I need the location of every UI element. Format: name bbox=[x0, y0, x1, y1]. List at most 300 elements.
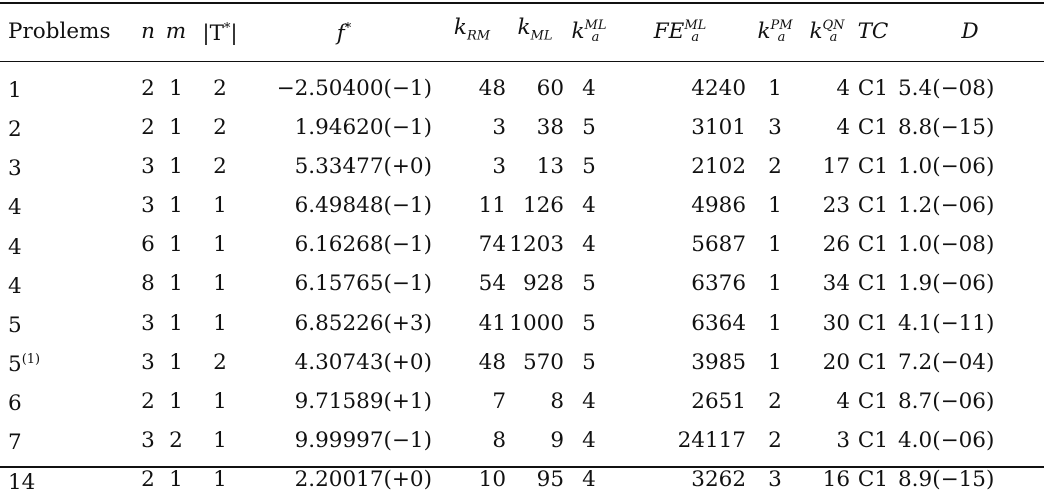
cell-k-a-ml bbox=[564, 461, 614, 500]
table-row bbox=[0, 343, 1044, 382]
cell-k-a-qn bbox=[804, 226, 850, 265]
cell-f-star-text: 9.99997(−1) bbox=[294, 427, 432, 453]
cell-k-a-ml-text: 4 bbox=[582, 388, 596, 414]
cell-problem bbox=[0, 343, 134, 382]
cell-k-ml bbox=[506, 60, 564, 108]
cell-m bbox=[162, 343, 190, 382]
cell-m bbox=[162, 265, 190, 304]
cell-k-rm bbox=[438, 382, 506, 421]
header-problems: Problems bbox=[8, 19, 111, 44]
cell-f-star bbox=[250, 108, 438, 147]
header-k-ml: $k_{ML}$ bbox=[517, 14, 553, 44]
cell-k-a-qn-text: 30 bbox=[822, 310, 850, 336]
cell-fe-a-ml bbox=[614, 382, 746, 421]
cell-fe-a-ml-text: 3985 bbox=[691, 349, 746, 375]
cell-tc-text: C1 bbox=[857, 75, 889, 101]
cell-n bbox=[134, 147, 162, 186]
header-k-a-qn: k QN a bbox=[809, 18, 845, 45]
cell-tc bbox=[850, 421, 896, 460]
cell-fe-a-ml-text: 4986 bbox=[691, 193, 746, 219]
header-f-star: f* bbox=[336, 21, 352, 47]
cell-f-star-text: 2.20017(+0) bbox=[294, 467, 432, 493]
cell-k-rm-text: 48 bbox=[478, 349, 506, 375]
cell-k-a-qn-text: 26 bbox=[822, 232, 850, 258]
cell-f-star-text: 5.33477(+0) bbox=[294, 153, 432, 179]
table-row bbox=[0, 382, 1044, 421]
cell-m bbox=[162, 60, 190, 108]
cell-d bbox=[896, 186, 1044, 225]
cell-fe-a-ml bbox=[614, 265, 746, 304]
cell-n-text: 8 bbox=[141, 271, 155, 297]
cell-k-rm bbox=[438, 60, 506, 108]
cell-k-a-ml-text: 5 bbox=[582, 271, 596, 297]
table-row bbox=[0, 60, 1044, 108]
cell-k-a-pm bbox=[746, 108, 804, 147]
cell-problem-text: 1 bbox=[8, 78, 22, 104]
cell-k-a-ml-text: 5 bbox=[582, 349, 596, 375]
cell-fe-a-ml-text: 2651 bbox=[691, 388, 746, 414]
cell-n-text: 2 bbox=[141, 467, 155, 493]
cell-tc-text: C1 bbox=[857, 427, 889, 453]
cell-k-a-ml-text: 4 bbox=[582, 467, 596, 493]
cell-problem-text: 4 bbox=[8, 273, 22, 299]
cell-problem-text: 7 bbox=[8, 430, 22, 456]
cell-tc bbox=[850, 186, 896, 225]
cell-f-star bbox=[250, 147, 438, 186]
cell-k-a-qn bbox=[804, 265, 850, 304]
cell-k-a-ml bbox=[564, 304, 614, 343]
cell-t-star-text: 1 bbox=[213, 232, 227, 258]
cell-problem bbox=[0, 304, 134, 343]
cell-tc bbox=[850, 304, 896, 343]
header-k-rm: $k_{RM}$ bbox=[453, 14, 491, 44]
cell-n bbox=[134, 304, 162, 343]
cell-k-ml bbox=[506, 108, 564, 147]
cell-k-ml-text: 1000 bbox=[509, 310, 564, 336]
cell-m bbox=[162, 382, 190, 421]
cell-tc bbox=[850, 226, 896, 265]
cell-k-a-ml-text: 5 bbox=[582, 310, 596, 336]
table-row bbox=[0, 461, 1044, 500]
cell-m bbox=[162, 304, 190, 343]
cell-k-ml bbox=[506, 382, 564, 421]
cell-t-star bbox=[190, 60, 250, 108]
cell-fe-a-ml-text: 4240 bbox=[691, 75, 746, 101]
cell-k-a-ml bbox=[564, 343, 614, 382]
cell-k-a-qn-text: 23 bbox=[822, 193, 850, 219]
cell-problem bbox=[0, 147, 134, 186]
cell-tc bbox=[850, 382, 896, 421]
cell-k-a-ml bbox=[564, 382, 614, 421]
cell-problem-text: 2 bbox=[8, 117, 22, 143]
table-row bbox=[0, 108, 1044, 147]
cell-m-text: 1 bbox=[169, 193, 183, 219]
cell-m-text: 1 bbox=[169, 388, 183, 414]
cell-d-text: 1.0(−08) bbox=[898, 232, 995, 258]
cell-f-star-text: 6.49848(−1) bbox=[294, 193, 432, 219]
cell-problem-text: 5 bbox=[8, 313, 22, 339]
header-m: m bbox=[165, 19, 187, 44]
cell-n bbox=[134, 265, 162, 304]
problem-footnote-mark: (1) bbox=[21, 352, 41, 368]
cell-fe-a-ml bbox=[614, 60, 746, 108]
cell-k-a-ml bbox=[564, 186, 614, 225]
cell-k-rm-text: 10 bbox=[478, 467, 506, 493]
cell-k-a-qn-text: 16 bbox=[822, 467, 850, 493]
cell-d bbox=[896, 382, 1044, 421]
cell-f-star-text: −2.50400(−1) bbox=[276, 75, 432, 101]
cell-tc-text: C1 bbox=[857, 271, 889, 297]
cell-m-text: 2 bbox=[169, 427, 183, 453]
cell-k-ml-text: 126 bbox=[522, 193, 564, 219]
cell-k-rm bbox=[438, 186, 506, 225]
cell-t-star-text: 1 bbox=[213, 388, 227, 414]
cell-d-text: 8.7(−06) bbox=[898, 388, 995, 414]
cell-k-ml bbox=[506, 304, 564, 343]
cell-k-a-pm-text: 2 bbox=[768, 153, 782, 179]
cell-k-a-qn-text: 34 bbox=[822, 271, 850, 297]
cell-k-a-pm bbox=[746, 147, 804, 186]
cell-fe-a-ml bbox=[614, 461, 746, 500]
cell-k-a-ml-text: 5 bbox=[582, 114, 596, 140]
cell-k-a-ml bbox=[564, 421, 614, 460]
cell-k-a-qn-text: 3 bbox=[836, 427, 850, 453]
cell-k-ml-text: 570 bbox=[522, 349, 564, 375]
cell-k-rm bbox=[438, 147, 506, 186]
cell-f-star bbox=[250, 186, 438, 225]
cell-t-star-text: 1 bbox=[213, 193, 227, 219]
cell-k-rm bbox=[438, 226, 506, 265]
cell-d-text: 4.1(−11) bbox=[898, 310, 995, 336]
cell-d bbox=[896, 147, 1044, 186]
cell-n bbox=[134, 186, 162, 225]
cell-f-star bbox=[250, 226, 438, 265]
cell-k-ml-text: 95 bbox=[536, 467, 564, 493]
cell-k-a-qn bbox=[804, 382, 850, 421]
cell-n-text: 2 bbox=[141, 388, 155, 414]
cell-k-a-qn bbox=[804, 343, 850, 382]
cell-problem-text: 4 bbox=[8, 195, 22, 221]
cell-t-star-text: 1 bbox=[213, 271, 227, 297]
cell-k-ml bbox=[506, 186, 564, 225]
cell-n-text: 3 bbox=[141, 193, 155, 219]
cell-k-a-qn-text: 4 bbox=[836, 114, 850, 140]
cell-tc bbox=[850, 60, 896, 108]
cell-problem bbox=[0, 108, 134, 147]
cell-tc bbox=[850, 147, 896, 186]
cell-f-star bbox=[250, 343, 438, 382]
cell-d bbox=[896, 421, 1044, 460]
cell-d-text: 5.4(−08) bbox=[898, 75, 995, 101]
cell-f-star-text: 6.16268(−1) bbox=[294, 232, 432, 258]
cell-k-a-qn bbox=[804, 186, 850, 225]
cell-t-star bbox=[190, 147, 250, 186]
cell-fe-a-ml bbox=[614, 421, 746, 460]
cell-k-ml-text: 13 bbox=[536, 153, 564, 179]
cell-m-text: 1 bbox=[169, 349, 183, 375]
cell-k-ml bbox=[506, 226, 564, 265]
cell-f-star bbox=[250, 304, 438, 343]
table-row bbox=[0, 265, 1044, 304]
cell-d bbox=[896, 108, 1044, 147]
cell-n bbox=[134, 226, 162, 265]
cell-n bbox=[134, 108, 162, 147]
cell-d-text: 1.0(−06) bbox=[898, 153, 995, 179]
cell-n-text: 3 bbox=[141, 153, 155, 179]
cell-k-ml bbox=[506, 265, 564, 304]
cell-k-a-pm-text: 1 bbox=[768, 232, 782, 258]
cell-k-rm-text: 48 bbox=[478, 75, 506, 101]
cell-problem bbox=[0, 226, 134, 265]
cell-t-star-text: 2 bbox=[213, 75, 227, 101]
header-t-star: |T*| bbox=[202, 21, 238, 47]
cell-fe-a-ml bbox=[614, 343, 746, 382]
cell-t-star bbox=[190, 108, 250, 147]
cell-fe-a-ml bbox=[614, 304, 746, 343]
cell-tc-text: C1 bbox=[857, 388, 889, 414]
cell-fe-a-ml-text: 3262 bbox=[691, 467, 746, 493]
cell-problem bbox=[0, 421, 134, 460]
cell-fe-a-ml-text: 5687 bbox=[691, 232, 746, 258]
header-n: n bbox=[141, 19, 155, 44]
cell-k-a-ml-text: 4 bbox=[582, 193, 596, 219]
cell-k-a-qn-text: 4 bbox=[836, 75, 850, 101]
cell-tc bbox=[850, 108, 896, 147]
cell-tc-text: C1 bbox=[857, 114, 889, 140]
cell-k-a-pm-text: 1 bbox=[768, 349, 782, 375]
cell-d bbox=[896, 461, 1044, 500]
cell-n bbox=[134, 421, 162, 460]
cell-k-ml-text: 60 bbox=[536, 75, 564, 101]
cell-n-text: 2 bbox=[141, 75, 155, 101]
cell-k-rm bbox=[438, 108, 506, 147]
cell-f-star-text: 6.15765(−1) bbox=[294, 271, 432, 297]
cell-k-rm-text: 74 bbox=[478, 232, 506, 258]
cell-k-a-ml bbox=[564, 265, 614, 304]
cell-t-star bbox=[190, 461, 250, 500]
header-row bbox=[0, 0, 1044, 60]
table-row bbox=[0, 186, 1044, 225]
cell-f-star-text: 1.94620(−1) bbox=[294, 114, 432, 140]
cell-n bbox=[134, 382, 162, 421]
header-k-a-ml: k ML a bbox=[571, 18, 607, 45]
cell-m-text: 1 bbox=[169, 271, 183, 297]
cell-k-a-ml-text: 5 bbox=[582, 153, 596, 179]
cell-k-ml-text: 38 bbox=[536, 114, 564, 140]
cell-k-ml bbox=[506, 343, 564, 382]
cell-problem-text: 5 bbox=[8, 352, 22, 378]
cell-k-rm bbox=[438, 265, 506, 304]
cell-k-a-qn bbox=[804, 60, 850, 108]
cell-n bbox=[134, 60, 162, 108]
cell-fe-a-ml bbox=[614, 147, 746, 186]
cell-f-star-text: 4.30743(+0) bbox=[294, 349, 432, 375]
cell-t-star-text: 2 bbox=[213, 153, 227, 179]
cell-t-star-text: 1 bbox=[213, 467, 227, 493]
cell-k-ml bbox=[506, 421, 564, 460]
cell-t-star bbox=[190, 304, 250, 343]
cell-k-a-pm-text: 1 bbox=[768, 271, 782, 297]
cell-d-text: 8.8(−15) bbox=[898, 114, 995, 140]
cell-fe-a-ml bbox=[614, 186, 746, 225]
cell-k-rm-text: 3 bbox=[492, 153, 506, 179]
cell-k-a-pm-text: 2 bbox=[768, 388, 782, 414]
cell-m bbox=[162, 421, 190, 460]
cell-k-a-pm-text: 1 bbox=[768, 75, 782, 101]
cell-tc bbox=[850, 265, 896, 304]
cell-d bbox=[896, 304, 1044, 343]
table-row bbox=[0, 147, 1044, 186]
cell-t-star-text: 1 bbox=[213, 310, 227, 336]
cell-m-text: 1 bbox=[169, 467, 183, 493]
cell-tc-text: C1 bbox=[857, 153, 889, 179]
cell-f-star bbox=[250, 461, 438, 500]
cell-k-a-pm bbox=[746, 461, 804, 500]
cell-k-a-qn bbox=[804, 108, 850, 147]
cell-problem-text: 6 bbox=[8, 391, 22, 417]
header-fe-a-ml: FE ML a bbox=[653, 18, 707, 45]
cell-d-text: 7.2(−04) bbox=[898, 349, 995, 375]
cell-problem-text: 3 bbox=[8, 156, 22, 182]
cell-t-star bbox=[190, 186, 250, 225]
cell-m bbox=[162, 147, 190, 186]
cell-k-a-pm bbox=[746, 304, 804, 343]
cell-n-text: 6 bbox=[141, 232, 155, 258]
cell-m bbox=[162, 226, 190, 265]
cell-m-text: 1 bbox=[169, 310, 183, 336]
cell-n-text: 3 bbox=[141, 427, 155, 453]
cell-t-star bbox=[190, 265, 250, 304]
cell-fe-a-ml-text: 6376 bbox=[691, 271, 746, 297]
cell-n-text: 2 bbox=[141, 114, 155, 140]
cell-k-a-ml bbox=[564, 108, 614, 147]
cell-problem bbox=[0, 461, 134, 500]
cell-k-a-pm bbox=[746, 265, 804, 304]
cell-t-star-text: 1 bbox=[213, 427, 227, 453]
cell-n-text: 3 bbox=[141, 310, 155, 336]
cell-fe-a-ml-text: 2102 bbox=[691, 153, 746, 179]
cell-k-a-ml-text: 4 bbox=[582, 232, 596, 258]
cell-k-ml-text: 9 bbox=[550, 427, 564, 453]
cell-k-a-qn bbox=[804, 461, 850, 500]
cell-tc bbox=[850, 343, 896, 382]
cell-n bbox=[134, 343, 162, 382]
cell-problem bbox=[0, 60, 134, 108]
cell-k-a-pm bbox=[746, 226, 804, 265]
cell-t-star-text: 2 bbox=[213, 349, 227, 375]
cell-d-text: 4.0(−06) bbox=[898, 427, 995, 453]
cell-problem bbox=[0, 382, 134, 421]
cell-fe-a-ml-text: 24117 bbox=[677, 427, 746, 453]
cell-d bbox=[896, 226, 1044, 265]
cell-fe-a-ml-text: 3101 bbox=[691, 114, 746, 140]
cell-k-a-qn bbox=[804, 304, 850, 343]
cell-k-a-ml-text: 4 bbox=[582, 75, 596, 101]
cell-k-ml-text: 8 bbox=[550, 388, 564, 414]
header-k-a-pm: k PM a bbox=[757, 18, 793, 45]
cell-k-a-qn bbox=[804, 421, 850, 460]
cell-m bbox=[162, 461, 190, 500]
cell-k-a-pm-text: 1 bbox=[768, 193, 782, 219]
cell-k-rm bbox=[438, 304, 506, 343]
cell-f-star bbox=[250, 382, 438, 421]
cell-f-star bbox=[250, 60, 438, 108]
cell-t-star bbox=[190, 421, 250, 460]
cell-tc-text: C1 bbox=[857, 232, 889, 258]
table-row bbox=[0, 421, 1044, 460]
cell-f-star bbox=[250, 421, 438, 460]
cell-problem bbox=[0, 265, 134, 304]
table-row bbox=[0, 304, 1044, 343]
cell-k-a-ml-text: 4 bbox=[582, 427, 596, 453]
cell-k-a-pm-text: 3 bbox=[768, 114, 782, 140]
cell-f-star-text: 6.85226(+3) bbox=[294, 310, 432, 336]
cell-tc bbox=[850, 461, 896, 500]
cell-tc-text: C1 bbox=[857, 193, 889, 219]
cell-d bbox=[896, 265, 1044, 304]
cell-m bbox=[162, 186, 190, 225]
cell-k-a-qn bbox=[804, 147, 850, 186]
cell-k-a-ml bbox=[564, 147, 614, 186]
cell-m-text: 1 bbox=[169, 114, 183, 140]
cell-k-ml bbox=[506, 147, 564, 186]
cell-k-a-pm bbox=[746, 343, 804, 382]
cell-fe-a-ml-text: 6364 bbox=[691, 310, 746, 336]
cell-d bbox=[896, 343, 1044, 382]
cell-problem-text: 14 bbox=[8, 469, 36, 495]
cell-m-text: 1 bbox=[169, 232, 183, 258]
cell-k-ml-text: 1203 bbox=[509, 232, 564, 258]
cell-k-a-pm bbox=[746, 382, 804, 421]
header-tc: TC bbox=[857, 19, 889, 44]
cell-k-rm-text: 54 bbox=[478, 271, 506, 297]
cell-k-a-pm-text: 3 bbox=[768, 467, 782, 493]
cell-k-ml-text: 928 bbox=[522, 271, 564, 297]
cell-fe-a-ml bbox=[614, 226, 746, 265]
cell-k-a-pm-text: 1 bbox=[768, 310, 782, 336]
cell-t-star-text: 2 bbox=[213, 114, 227, 140]
cell-m-text: 1 bbox=[169, 153, 183, 179]
cell-k-a-ml bbox=[564, 226, 614, 265]
cell-k-rm bbox=[438, 461, 506, 500]
cell-k-rm-text: 7 bbox=[492, 388, 506, 414]
cell-k-a-qn-text: 20 bbox=[822, 349, 850, 375]
cell-k-rm bbox=[438, 421, 506, 460]
cell-problem-text: 4 bbox=[8, 234, 22, 260]
cell-fe-a-ml bbox=[614, 108, 746, 147]
cell-k-a-pm bbox=[746, 60, 804, 108]
cell-m bbox=[162, 108, 190, 147]
table-body bbox=[0, 60, 1044, 500]
cell-k-a-qn-text: 4 bbox=[836, 388, 850, 414]
cell-k-a-pm bbox=[746, 186, 804, 225]
cell-t-star bbox=[190, 226, 250, 265]
cell-d-text: 8.9(−15) bbox=[898, 467, 995, 493]
cell-d-text: 1.9(−06) bbox=[898, 271, 995, 297]
cell-tc-text: C1 bbox=[857, 349, 889, 375]
cell-k-rm-text: 8 bbox=[492, 427, 506, 453]
cell-m-text: 1 bbox=[169, 75, 183, 101]
cell-d bbox=[896, 60, 1044, 108]
cell-k-rm-text: 11 bbox=[478, 193, 506, 219]
table-row bbox=[0, 226, 1044, 265]
cell-d-text: 1.2(−06) bbox=[898, 193, 995, 219]
cell-n bbox=[134, 461, 162, 500]
cell-problem bbox=[0, 186, 134, 225]
cell-k-ml bbox=[506, 461, 564, 500]
cell-t-star bbox=[190, 382, 250, 421]
cell-tc-text: C1 bbox=[857, 467, 889, 493]
